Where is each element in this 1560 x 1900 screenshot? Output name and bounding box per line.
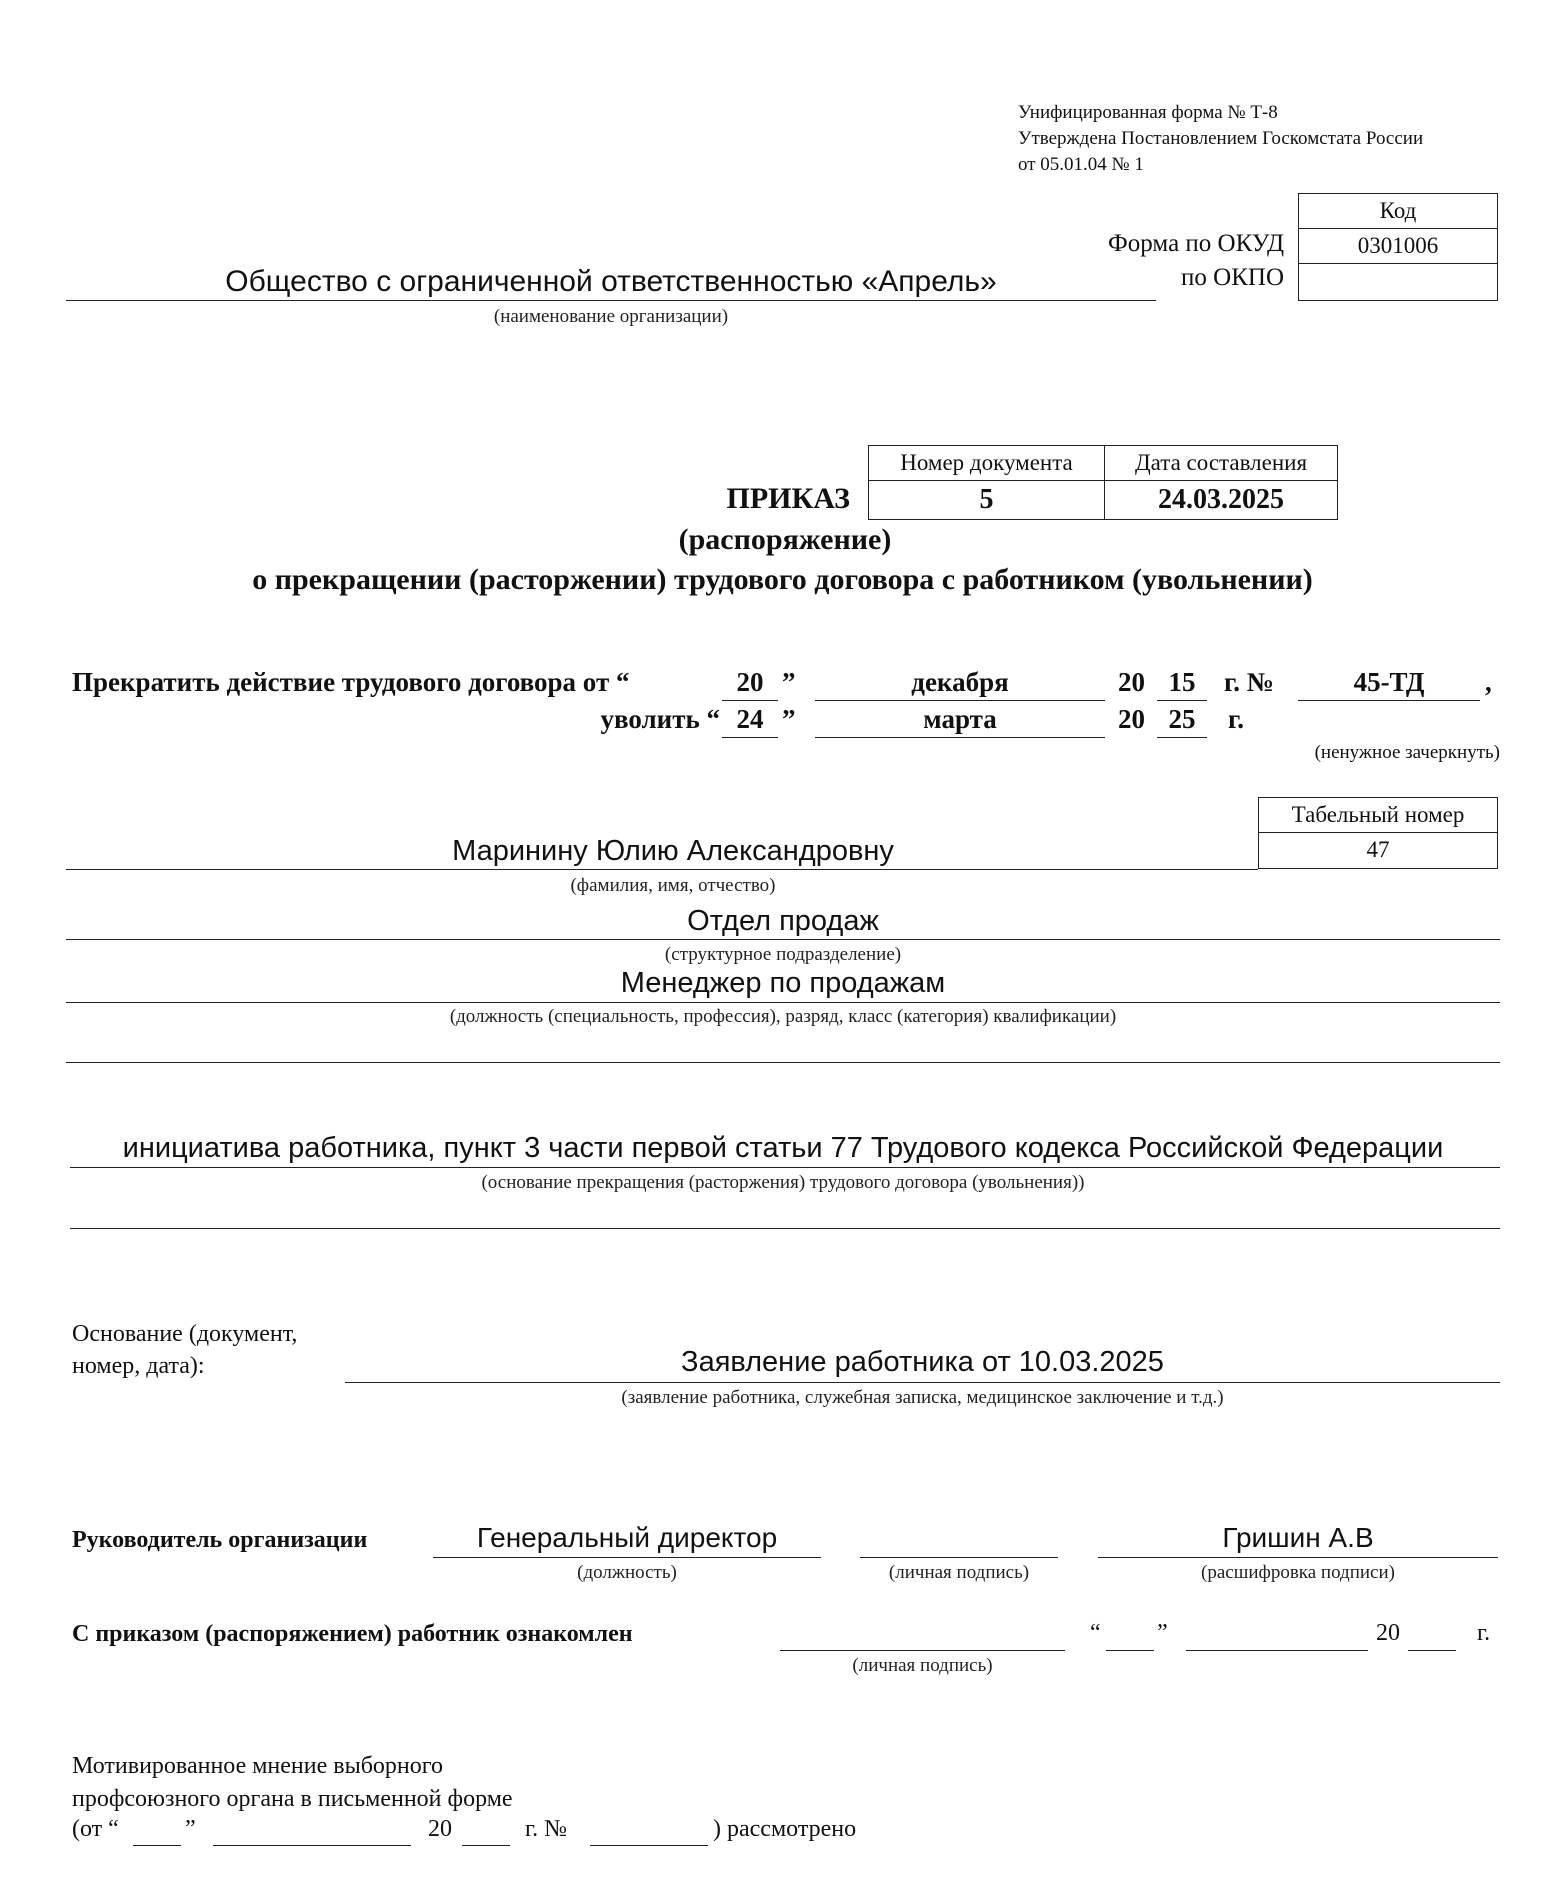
contract-year: 15: [1168, 667, 1196, 697]
form-reference-line2: Утверждена Постановлением Госкомстата России: [1018, 128, 1424, 149]
position-extra-underline: [66, 1062, 1500, 1063]
employee-full-name: Маринину Юлию Александровну: [452, 835, 894, 867]
contract-number-underline: [1298, 700, 1480, 701]
organization-underline: [66, 300, 1156, 301]
reason-underline: [70, 1167, 1500, 1168]
contract-month-underline: [815, 700, 1105, 701]
ack-year-line[interactable]: [1408, 1650, 1456, 1651]
contract-comma: ,: [1485, 667, 1492, 697]
contract-month: декабря: [911, 667, 1009, 697]
tab-number-header-cell: [1258, 797, 1498, 833]
reason-caption: (основание прекращения (расторжения) трудового договора (увольнения)): [481, 1172, 1085, 1193]
union-day-line[interactable]: [133, 1845, 181, 1846]
basis-underline: [345, 1382, 1500, 1383]
basis-value: Заявление работника от 10.03.2025: [681, 1346, 1164, 1378]
doc-number-cell: [868, 480, 1105, 520]
contract-close-quote: ”: [782, 667, 796, 697]
form-reference-line1: Унифицированная форма № Т-8: [1018, 102, 1278, 123]
reason-extra-underline: [70, 1228, 1500, 1229]
doc-number: 5: [979, 484, 994, 515]
okud-label: Форма по ОКУД: [1108, 230, 1284, 257]
contract-day: 20: [736, 667, 764, 697]
dismiss-month: марта: [923, 704, 997, 734]
dismiss-month-underline: [815, 737, 1105, 738]
union-year-line[interactable]: [462, 1845, 510, 1846]
head-signature-line[interactable]: [860, 1557, 1058, 1558]
union-line2: профсоюзного органа в письменной форме: [72, 1786, 513, 1812]
dismiss-close-quote: ”: [782, 704, 796, 734]
contract-year-prefix: 20: [1118, 667, 1145, 697]
department-caption: (структурное подразделение): [664, 944, 902, 965]
union-close-quote: ”: [185, 1816, 196, 1842]
tab-number-label: Табельный номер: [1291, 802, 1465, 827]
doc-date-cell: [1104, 480, 1338, 520]
doc-date-header: Дата составления: [1134, 450, 1308, 475]
basis-label: [72, 1318, 297, 1382]
employee-department: Отдел продаж: [687, 905, 879, 937]
doc-number-header-cell: [868, 445, 1105, 481]
organization-caption: (наименование организации): [493, 306, 729, 327]
department-underline: [66, 939, 1500, 940]
head-label: Руководитель организации: [72, 1527, 368, 1553]
union-from-label: (от “: [72, 1816, 119, 1842]
dismiss-year-underline: [1157, 737, 1207, 738]
ack-signature-caption: (личная подпись): [852, 1655, 993, 1676]
doc-date: 24.03.2025: [1158, 484, 1284, 515]
basis-label-line2: номер, дата):: [72, 1353, 205, 1379]
contract-day-underline: [722, 700, 778, 701]
okud-value: 0301006: [1357, 233, 1439, 258]
dismiss-day-underline: [722, 737, 778, 738]
head-name: Гришин А.В: [1222, 1522, 1374, 1553]
ack-day-line[interactable]: [1106, 1650, 1154, 1651]
dismiss-day: 24: [736, 704, 764, 734]
ack-close-quote: ”: [1157, 1620, 1168, 1646]
strike-note: (ненужное зачеркнуть): [1314, 742, 1500, 763]
contract-year-underline: [1157, 700, 1207, 701]
basis-caption: (заявление работника, служебная записка, медицинское заключение и т.д.): [621, 1387, 1224, 1408]
union-opinion: [72, 1750, 513, 1816]
tab-number: 47: [1366, 837, 1390, 862]
order-title: ПРИКАЗ: [726, 482, 850, 515]
position-underline: [66, 1002, 1500, 1003]
contract-number-label: г. №: [1224, 667, 1274, 697]
code-header-cell: [1298, 193, 1498, 229]
dismiss-year-suffix: г.: [1228, 704, 1244, 734]
ack-year-suffix: г.: [1477, 1620, 1491, 1646]
ack-month-line[interactable]: [1186, 1650, 1368, 1651]
head-position-caption: (должность): [577, 1562, 677, 1583]
order-heading: о прекращении (расторжении) трудового договора с работником (увольнении): [252, 563, 1313, 596]
termination-reason: инициатива работника, пункт 3 части первой статьи 77 Трудового кодекса Российской Федерации: [122, 1132, 1444, 1164]
employee-name-underline: [66, 869, 1258, 870]
union-number-label: г. №: [525, 1816, 568, 1842]
okpo-value-cell: [1298, 263, 1498, 301]
dismiss-year: 25: [1168, 704, 1196, 734]
ack-signature-line[interactable]: [780, 1650, 1065, 1651]
union-line1: Мотивированное мнение выборного: [72, 1753, 444, 1779]
organization-name: Общество с ограниченной ответственностью «Апрель»: [225, 265, 997, 298]
doc-date-header-cell: [1104, 445, 1338, 481]
form-reference: [1018, 100, 1423, 178]
union-year-prefix: 20: [428, 1816, 452, 1842]
okpo-label: по ОКПО: [1181, 264, 1284, 291]
head-position: Генеральный директор: [476, 1522, 778, 1553]
ack-label: С приказом (распоряжением) работник ознакомлен: [72, 1621, 633, 1647]
dismiss-year-prefix: 20: [1118, 704, 1145, 734]
head-name-caption: (расшифровка подписи): [1201, 1562, 1395, 1583]
position-caption: (должность (специальность, профессия), разряд, класс (категория) квалификации): [449, 1006, 1117, 1027]
ack-open-quote: “: [1090, 1620, 1101, 1646]
dismiss-label: уволить “: [600, 704, 720, 734]
terminate-label: Прекратить действие трудового договора от “: [72, 667, 630, 697]
basis-label-line1: Основание (документ,: [72, 1321, 298, 1347]
doc-number-header: Номер документа: [900, 450, 1073, 475]
ack-year-prefix: 20: [1376, 1620, 1400, 1646]
form-reference-line3: от 05.01.04 № 1: [1018, 154, 1144, 175]
employee-name-caption: (фамилия, имя, отчество): [570, 875, 776, 896]
code-label: Код: [1379, 198, 1417, 223]
contract-number: 45-ТД: [1353, 667, 1425, 697]
order-subtitle: (распоряжение): [678, 523, 892, 556]
head-signature-caption: (личная подпись): [888, 1562, 1030, 1583]
union-month-line[interactable]: [213, 1845, 411, 1846]
employee-position: Менеджер по продажам: [620, 967, 946, 999]
union-number-line[interactable]: [590, 1845, 708, 1846]
head-position-underline: [433, 1557, 821, 1558]
okud-value-cell: [1298, 228, 1498, 264]
head-name-underline: [1098, 1557, 1498, 1558]
union-considered: ) рассмотрено: [713, 1816, 857, 1842]
